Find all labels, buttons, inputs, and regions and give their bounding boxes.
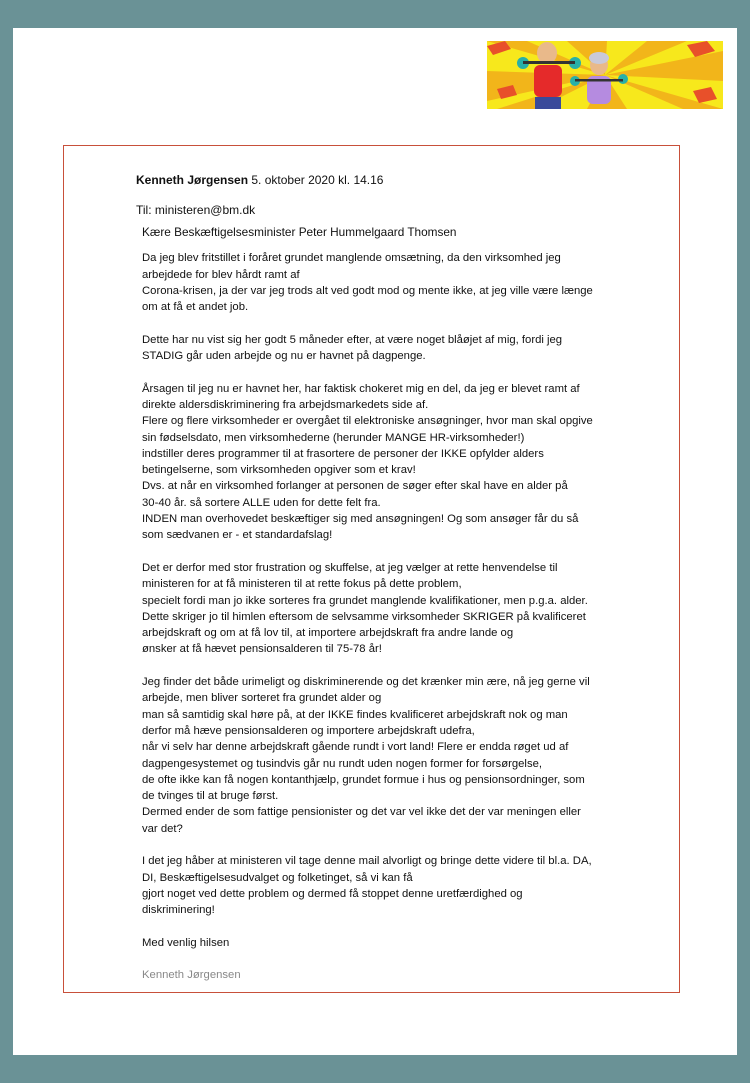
recipient-line	[136, 203, 255, 217]
paragraph-5: Jeg finder det både urimeligt og diskriminerende og det krænker min ære, nå jeg gerne vil arbejde, men bliver sorteret fra grundet alder og man så samtidig skal høre på, at der IKKE findes kvalificeret arbejdskraft nok og man derfor må hæve pensionsalderen og importere arbejdskraft udefra, når vi selv har denne arbejdskraft gående rundt i vort land! Flere er endda røget ud af dagpengesystemet og tusindvis går nu rundt uden nogen former for forsørgelse, de ofte ikke kan få nogen kontanthjælp, grundet formue i hus og pensionsordninger, som de tvinges til at bruge først. Dermed ender de som fattige pensionister og det var vel ikke det der var meningen eller var det?	[142, 676, 590, 835]
paragraph-6: I det jeg håber at ministeren vil tage denne mail alvorligt og bringe dette videre til bl.a. DA, DI, Beskæftigelsesudvalget og folketinget, så vi kan få gjort noget ved dette problem og dermed få stoppet denne uretfærdighed og diskriminering!	[142, 855, 592, 917]
email-header	[136, 173, 383, 187]
document-page	[13, 28, 737, 1055]
email-letter	[63, 145, 680, 993]
salutation: Kære Beskæftigelsesminister Peter Hummelgaard Thomsen	[142, 225, 457, 239]
letter-body	[142, 224, 672, 1000]
senior-dumbbells-illustration	[487, 41, 723, 109]
closing: Med venlig hilsen	[142, 936, 230, 949]
paragraph-4: Det er derfor med stor frustration og skuffelse, at jeg vælger at rette henvendelse til ministeren for at få ministeren til at rette fokus på dette problem, specielt fordi man jo ikke sorteres fra grundet manglende kvalifikationer, men p.g.a. alder. Dette skriger jo til himlen eftersom de selvsamme virksomheder SKRIGER på kvalificeret arbejdskraft og om at få lov til, at importere arbejdskraft fra andre lande og ønsker at få hævet pensionsalderen til 75-78 år!	[142, 561, 588, 656]
paragraph-1: Da jeg blev fritstillet i foråret grundet manglende omsætning, da den virksomhed jeg arbejdede for blev hårdt ramt af Corona-krisen, ja der var jeg trods alt ved godt mod og mente ikke, at jeg ville være længe om at få et andet job.	[142, 252, 593, 314]
signature: Kenneth Jørgensen	[142, 969, 241, 982]
sender-name: Kenneth Jørgensen	[136, 173, 249, 187]
sent-date: 5. oktober 2020 kl. 14.16	[251, 173, 384, 187]
to-label: Til:	[136, 203, 152, 217]
paragraph-3: Årsagen til jeg nu er havnet her, har faktisk chokeret mig en del, da jeg er blevet ramt af direkte aldersdiskriminering fra arbejdsmarkedets side af. Flere og flere virksomheder er overgået til elektroniske ansøgninger, hvor man skal opgive sin fødselsdato, men virksomhederne (herunder MANGE HR-virksomheder!) indstiller deres programmer til at frasortere de personer der IKKE opfylder alders betingelserne, som virksomheden opgiver som et krav! Dvs. at når en virksomhed forlanger at personen de søger efter skal have en alder på 30-40 år. så sortere ALLE uden for dette felt fra. INDEN man overhovedet beskæftiger sig med ansøgningen! Og som ansøger får du så som sædvanen er - et standardafslag!	[142, 382, 593, 542]
recipient-email: ministeren@bm.dk	[154, 203, 256, 217]
paragraph-2: Dette har nu vist sig her godt 5 måneder efter, at være noget blåøjet af mig, fordi jeg STADIG går uden arbejde og nu er havnet på dagpenge.	[142, 333, 563, 363]
banner-illustration	[487, 41, 723, 109]
